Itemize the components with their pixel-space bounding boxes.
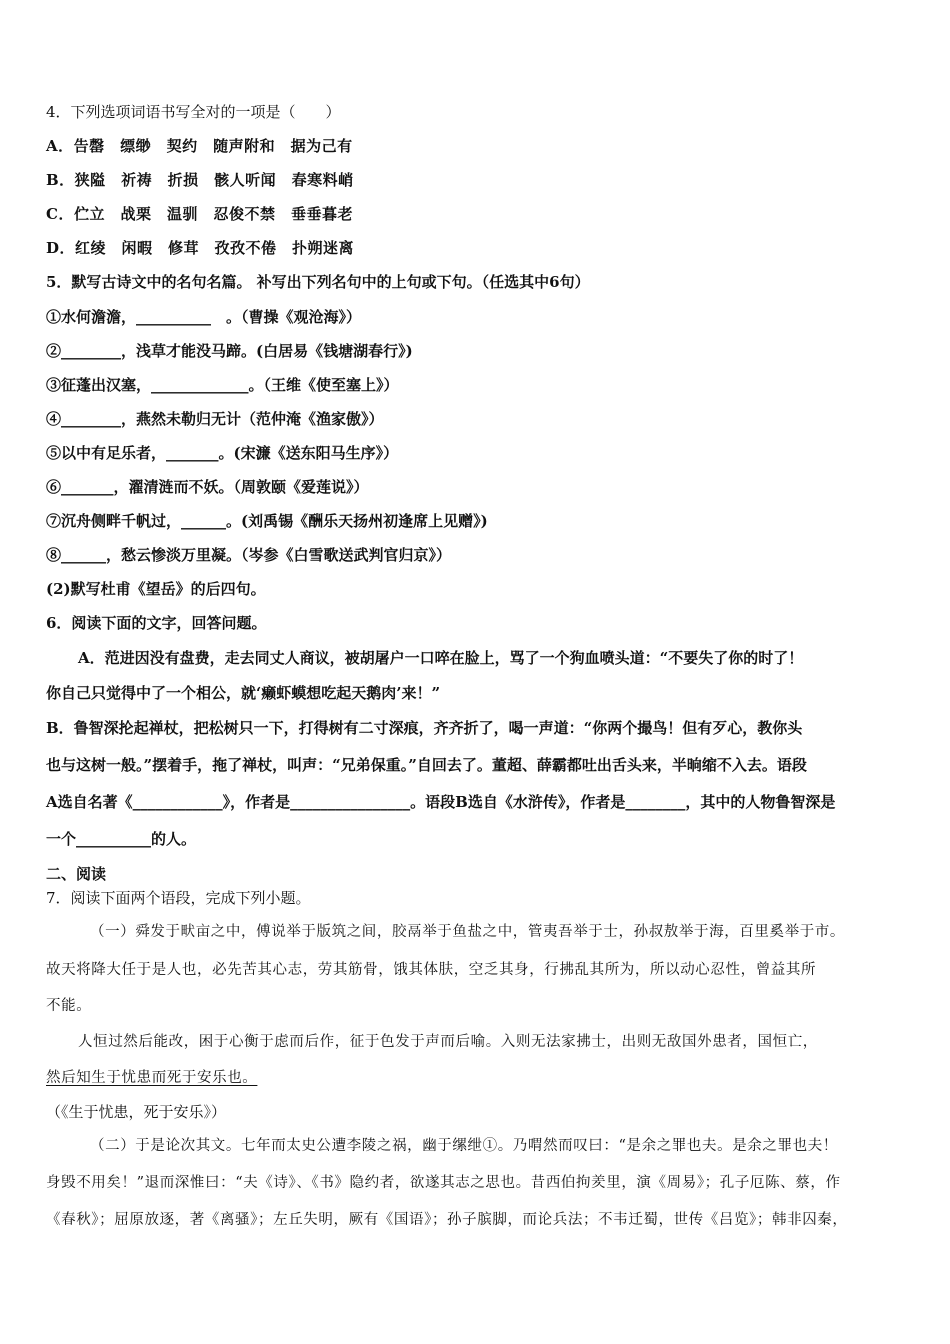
passage1-para2-line2: 然后知生于忧患而死于安乐也。 xyxy=(46,1070,258,1086)
q5-stem: 5．默写古诗文中的名句名篇。 补写出下列名句中的上句或下句。（任选其中6句） xyxy=(46,273,590,291)
q5-item-3: ③征蓬出汉塞，_____________。（王维《使至塞上》） xyxy=(46,376,399,394)
q6-passage-a-line1: A．范进因没有盘费，走去同丈人商议，被胡屠户一口啐在脸上，骂了一个狗血喷头道：“不要失了你的时了！ xyxy=(78,649,804,667)
passage1-line2: 故天将降大任于是人也，必先苦其心志，劳其筋骨，饿其体肤，空乏其身，行拂乱其所为，所以动心忍性，曾益其所 xyxy=(46,962,817,978)
q6-passage-b-line1: B．鲁智深抡起禅杖，把松树只一下，打得树有二寸深痕，齐齐折了，喝一声道：“你两个撮鸟！但有歹心，教你头 xyxy=(46,719,803,737)
q5-item-1: ①水何澹澹，__________ 。（曹操《观沧海》） xyxy=(46,308,362,326)
q6-stem: 6．阅读下面的文字，回答问题。 xyxy=(46,614,267,632)
q6-question-line2: 一个__________的人。 xyxy=(46,830,197,848)
q4-option-a: A．告罄 缥缈 契约 随声附和 据为己有 xyxy=(46,137,353,155)
passage1-line1: （一）舜发于畎亩之中，傅说举于版筑之间，胶鬲举于鱼盐之中，管夷吾举于士，孙叔敖举于海，百里奚举于市。 xyxy=(90,924,845,940)
q4-option-d: D．红绫 闲暇 修茸 孜孜不倦 扑朔迷离 xyxy=(46,239,355,257)
q7-stem: 7．阅读下面两个语段，完成下列小题。 xyxy=(46,889,311,907)
passage1-line3: 不能。 xyxy=(46,998,92,1014)
q4-stem: 4．下列选项词语书写全对的一项是（ ） xyxy=(46,103,341,121)
q6-question-line1: A选自名著《____________》，作者是________________。语段B选自《水浒传》，作者是________，其中的人物鲁智深是 xyxy=(46,793,836,811)
q4-option-c: C．伫立 战栗 温驯 忍俊不禁 垂垂暮老 xyxy=(46,205,353,223)
q5-item-4: ④________，燕然未勒归无计（范仲淹《渔家傲》） xyxy=(46,410,384,428)
q5-item-2: ②________，浅草才能没马蹄。(白居易《钱塘湖春行》) xyxy=(46,342,413,360)
q5-item-7: ⑦沉舟侧畔千帆过，______。(刘禹锡《酬乐天扬州初逢席上见赠》) xyxy=(46,512,488,530)
passage2-line3: 《春秋》；屈原放逐，著《离骚》；左丘失明，厥有《国语》；孙子膑脚，而论兵法；不韦迁蜀，世传《吕览》；韩非囚秦， xyxy=(46,1212,848,1228)
q6-passage-a-line2: 你自己只觉得中了一个相公，就‘癞虾蟆想吃起天鹅肉’来！” xyxy=(46,684,441,702)
q5-item-8: ⑧______，愁云惨淡万里凝。（岑参《白雪歌送武判官归京》） xyxy=(46,546,452,564)
passage2-line2: 身毁不用矣！”退而深惟曰：“夫《诗》、《书》隐约者，欲遂其志之思也。昔西伯拘羑里，演《周易》；孔子厄陈、蔡，作 xyxy=(46,1175,841,1191)
q5-item-6: ⑥_______，濯清涟而不妖。（周敦颐《爱莲说》） xyxy=(46,478,369,496)
q4-option-b: B．狭隘 祈祷 折损 骸人听闻 春寒料峭 xyxy=(46,171,354,189)
passage1-source: （《生于忧患，死于安乐》） xyxy=(46,1103,227,1121)
q5-sub2: (2)默写杜甫《望岳》的后四句。 xyxy=(46,580,266,598)
passage2-line1: （二）于是论次其文。七年而太史公遭李陵之祸，幽于缧绁①。乃喟然而叹曰：“是余之罪也夫。是余之罪也夫！ xyxy=(90,1138,838,1154)
q6-passage-b-line2: 也与这树一般。”摆着手，拖了禅杖，叫声：“兄弟保重。”自回去了。董超、薛霸都吐出舌头来，半晌缩不入去。语段 xyxy=(46,756,807,774)
section-heading-reading: 二、阅读 xyxy=(46,865,107,883)
q5-item-5: ⑤以中有足乐者，_______。(宋濂《送东阳马生序》） xyxy=(46,444,399,462)
passage1-para2-line1: 人恒过然后能改，困于心衡于虑而后作，征于色发于声而后喻。入则无法家拂士，出则无敌国外患者，国恒亡， xyxy=(78,1034,818,1050)
